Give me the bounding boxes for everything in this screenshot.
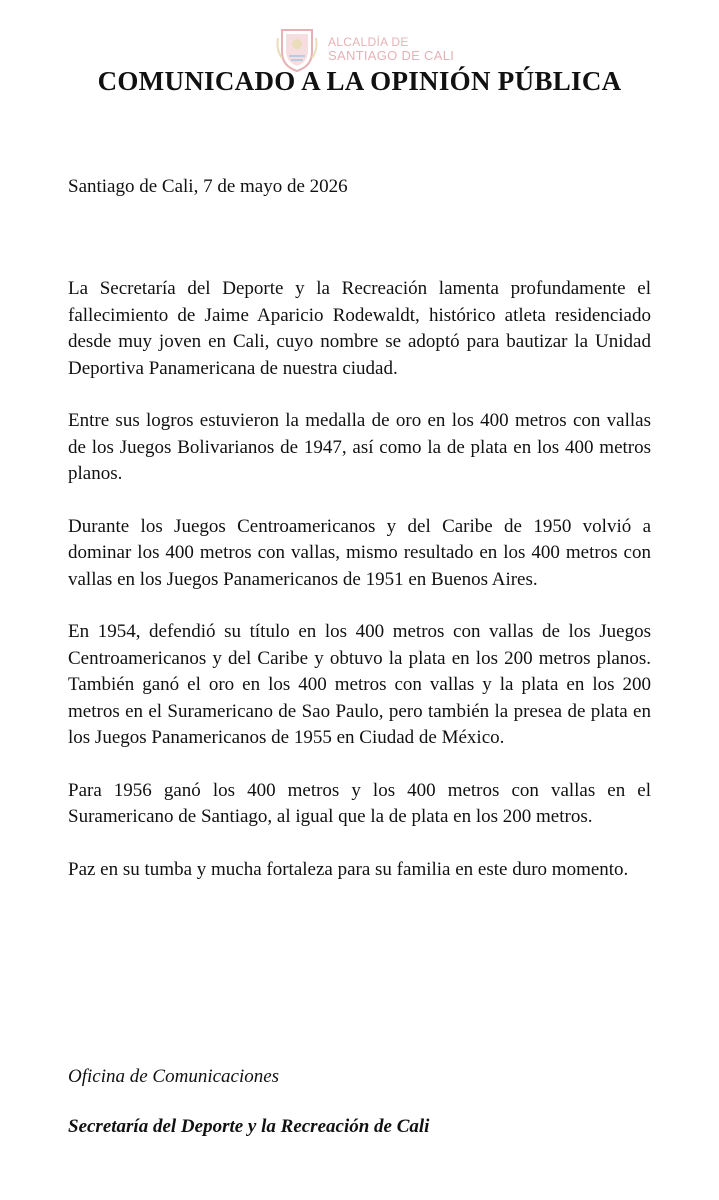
signature-department: Secretaría del Deporte y la Recreación de Cali: [68, 1116, 430, 1137]
logo-text: [328, 35, 454, 63]
body-paragraph: Entre sus logros estuvieron la medalla de oro en los 400 metros con vallas de los Juegos Bolivarianos de 1947, así como la de plata en los 400 metros planos.: [68, 410, 651, 484]
body-paragraph: La Secretaría del Deporte y la Recreación lamenta profundamente el fallecimiento de Jaime Aparicio Rodewaldt, histórico atleta residenciado desde muy joven en Cali, cuyo nombre se adoptó para bautizar la Unidad Deportiva Panamericana de nuestra ciudad.: [68, 278, 651, 379]
document-body: [68, 276, 651, 909]
logo-line-1: ALCALDÍA DE: [328, 35, 409, 49]
body-paragraph: Paz en su tumba y mucha fortaleza para su familia en este duro momento.: [68, 858, 629, 880]
logo-line-2: SANTIAGO DE CALI: [328, 48, 455, 63]
body-paragraph: En 1954, defendió su título en los 400 metros con vallas de los Juegos Centroamericanos y del Caribe y obtuvo la plata en los 200 metros planos. También ganó el oro en los 400 metros con vallas y la plata en los 200 metros en el Suramericano de Sao Paulo, pero también la presea de plata en los Juegos Panamericanos de 1955 en Ciudad de México.: [68, 621, 651, 748]
document-title: COMUNICADO A LA OPINIÓN PÚBLICA: [97, 66, 622, 96]
document-date: Santiago de Cali, 7 de mayo de 2026: [68, 176, 348, 197]
body-paragraph: Para 1956 ganó los 400 metros y los 400 metros con vallas en el Suramericano de Santiago, al igual que la de plata en los 200 metros.: [68, 779, 651, 827]
signature-office: Oficina de Comunicaciones: [68, 1066, 280, 1087]
body-paragraph: Durante los Juegos Centroamericanos y del Caribe de 1950 volvió a dominar los 400 metros con vallas, mismo resultado en los 400 metros con vallas en los Juegos Panamericanos de 1951 en Buenos Aires.: [68, 515, 651, 590]
